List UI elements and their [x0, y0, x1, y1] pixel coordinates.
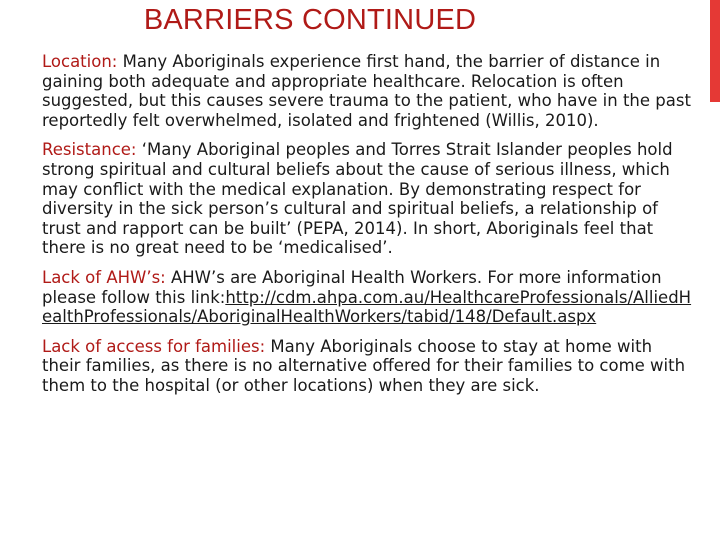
location-label: Location:	[42, 52, 118, 71]
paragraph-lack-of-access	[42, 337, 692, 396]
slide-content	[42, 52, 692, 406]
resistance-text: ‘Many Aboriginal peoples and Torres Strait Islander peoples hold strong spiritual and cultural beliefs about the cause of serious illness, which may conflict with the medical explanation. By demonstrating respect for diversity in the sick person’s cultural and spiritual beliefs, a relationship of trust and rapport can be built’ (PEPA, 2014). In short, Aboriginals feel that there is no great need to be ‘medicalised’.	[42, 140, 673, 258]
lack-of-ahws-text: AHW’s are Aboriginal Health Workers. For more information please follow this link:	[42, 267, 662, 307]
lack-of-access-text: Many Aboriginals choose to stay at home with their families, as there is no alternative offered for their families to come with them to the hospital (or other locations) when they are sick.	[42, 336, 686, 395]
location-text: Many Aboriginals experience first hand, the barrier of distance in gaining both adequate and appropriate healthcare. Relocation is often suggested, but this causes severe trauma to the patient, who have in the past reportedly felt overwhelmed, isolated and frightened (Willis, 2010).	[42, 52, 691, 130]
accent-bar	[710, 0, 720, 102]
lack-of-access-label: Lack of access for families:	[42, 336, 266, 356]
slide-title: BARRIERS CONTINUED	[143, 4, 477, 36]
aboriginal-health-workers-link[interactable]: http://cdm.ahpa.com.au/HealthcareProfessionals/AlliedHealthProfessionals/AboriginalHealthWorkers/tabid/148/Default.aspx	[42, 287, 692, 327]
paragraph-location	[42, 52, 692, 130]
resistance-label: Resistance:	[42, 140, 137, 160]
paragraph-resistance	[42, 140, 692, 258]
paragraph-lack-of-ahws	[42, 268, 692, 327]
lack-of-ahws-label: Lack of AHW’s:	[42, 267, 166, 287]
